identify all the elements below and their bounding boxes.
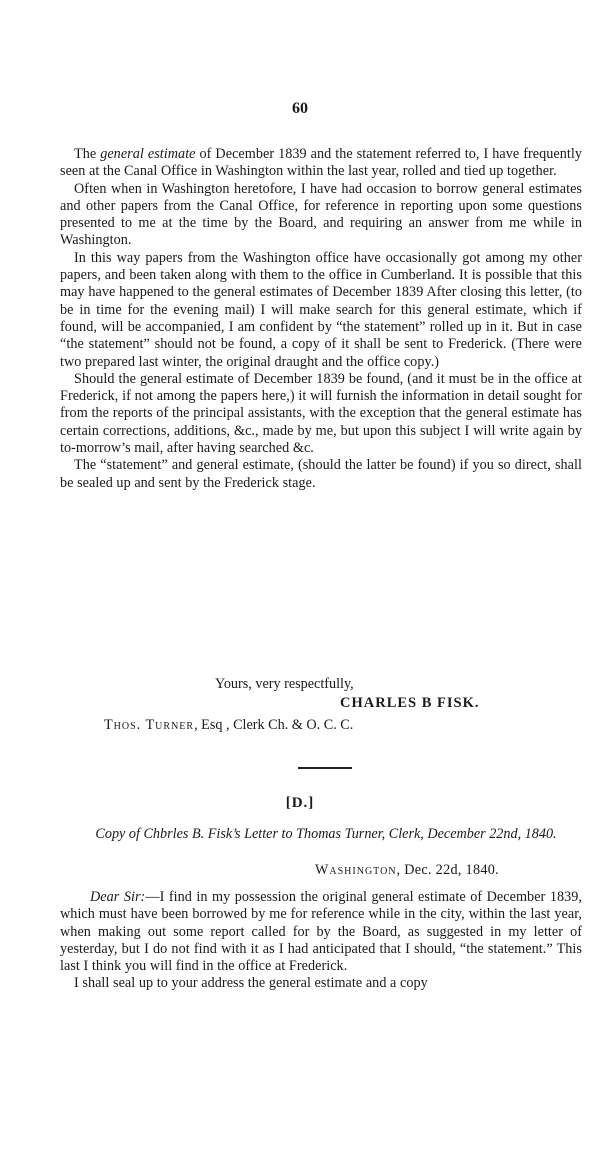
letter-title: Copy of Chbrles B. Fisk’s Letter to Thomas Turner, Clerk, December 22nd, 1840.: [95, 826, 557, 842]
paragraph-4: Should the general estimate of December 1839 be found, (and it must be in the office at Frederick, if not among the papers here,) it will furnish the information in detail sought for from the reports of the principal assistants, with the exception that the general estimate has certain corrections, additions, &c., made by me, but upon this subject I will write again by to-morrow’s mail, after having searched &c.: [60, 370, 582, 457]
addressee: [104, 717, 353, 734]
dateline: [315, 862, 499, 879]
general-estimate-emphasis: general estimate: [100, 146, 196, 162]
closing-line: Yours, very respectfully,: [215, 676, 354, 692]
addressee-title: , Esq , Clerk Ch. & O. C. C.: [194, 717, 354, 733]
salutation: Dear Sir:: [90, 889, 146, 905]
paragraph-1-lead: The: [74, 146, 101, 162]
addressee-name: Thos. Turner: [104, 717, 195, 733]
section-label: [D.]: [285, 795, 315, 811]
paragraph-1: [60, 146, 582, 181]
page-number: 60: [292, 100, 308, 117]
letter-paragraph-1: [60, 889, 582, 975]
second-letter-body: [60, 889, 582, 993]
dateline-date: , Dec. 22d, 1840.: [396, 862, 499, 878]
paragraph-3: In this way papers from the Washington office have occasionally got among my other papers, and been taken along with them to the office in Cumberland. It is possible that this may have happened to the general estimates of December 1839 After closing this letter, (to be in time for the evening mail) I will make search for this general estimate, which if found, will be accompanied, I am confident by “the statement” rolled up in it. But in case “the statement” should not be found, a copy of it shall be sent to Frederick. (There were two prepared last winter, the original draught and the office copy.): [60, 249, 582, 370]
paragraph-1-text: of December 1839 and the statement referred to, I have frequently seen at the Canal Office in Washington within the last year, rolled and tied up together.: [60, 146, 582, 180]
section-divider: [298, 767, 352, 769]
signature: CHARLES B FISK.: [340, 695, 480, 711]
paragraph-2: Often when in Washington heretofore, I have had occasion to borrow general estimates and other papers from the Canal Office, for reference in reporting upon some questions presented to me at the time by the Board, and requiring an answer from me while in Washington.: [60, 180, 582, 249]
letter-paragraph-2: I shall seal up to your address the general estimate and a copy: [74, 975, 428, 992]
letter-paragraph-1-text: —I find in my possession the original general estimate of December 1839, which must have been borrowed by me for reference while in the city, within the last year, when making out some report called for by the Board, as suggested in my letter of yesterday, but I do not find with it as I had anticipated that I should, “the statement.” This last I think you will find in the office at Frederick.: [60, 889, 582, 975]
dateline-place: Washington: [315, 862, 397, 878]
letter-body: [60, 146, 582, 492]
paragraph-5: The “statement” and general estimate, (should the latter be found) if you so direct, shall be sealed up and sent by the Frederick stage.: [60, 457, 582, 491]
